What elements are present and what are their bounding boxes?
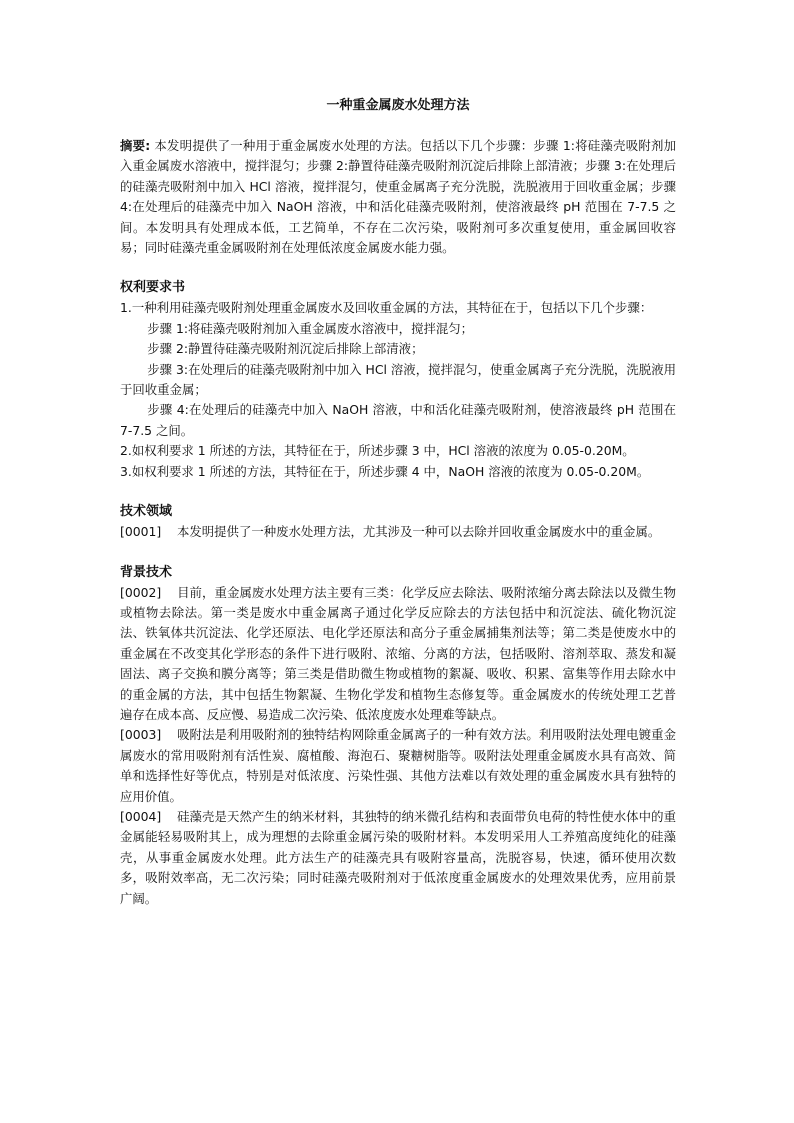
paragraph-number: [0001] [120,524,162,540]
paragraph-number: [0004] [120,808,162,824]
paragraph-text: 目前，重金属废水处理方法主要有三类：化学反应去除法、吸附浓缩分离去除法以及微生物或植物去除法。第一类是废水中重金属离子通过化学反应除去的方法包括中和沉淀法、硫化物沉淀法、铁氧体共沉淀法、化学还原法、电化学还原法和高分子重金属捕集剂法等；第二类是使废水中的重金属在不改变其化学形态的条件下进行吸附、浓缩、分离的方法，包括吸附、溶剂萃取、蒸发和凝固法、离子交换和膜分离等；第三类是借助微生物或植物的絮凝、吸收、积累、富集等作用去除水中的重金属的方法，其中包括生物絮凝、生物化学发和植物生态修复等。重金属废水的传统处理工艺普遍存在成本高、反应慢、易造成二次污染、低浓度废水处理难等缺点。 [120,584,676,722]
paragraph-0003 [120,725,676,807]
claims-section [120,278,676,482]
paragraph-text: 吸附法是利用吸附剂的独特结构网除重金属离子的一种有效方法。利用吸附法处理电镀重金属废水的常用吸附剂有活性炭、腐植酸、海泡石、聚糖树脂等。吸附法处理重金属废水具有高效、简单和选择性好等优点，特别是对低浓度、污染性强、其他方法难以有效处理的重金属废水具有独特的应用价值。 [120,727,676,804]
claim-step-3: 步骤 3:在处理后的硅藻壳吸附剂中加入 HCl 溶液，搅拌混匀，使重金属离子充分洗脱，洗脱液用于回收重金属； [120,361,676,398]
paragraph-0004 [120,807,676,909]
document-page [120,92,676,929]
technical-field-section [120,502,676,542]
claim-3: 3.如权利要求 1 所述的方法，其特征在于，所述步骤 4 中，NaOH 溶液的浓度为 0.05-0.20M。 [120,463,650,479]
background-heading: 背景技术 [120,564,173,580]
claim-step-4: 步骤 4:在处理后的硅藻壳中加入 NaOH 溶液，中和活化硅藻壳吸附剂，使溶液最终 pH 范围在 7-7.5 之间。 [120,402,676,438]
paragraph-0001 [120,522,676,542]
claim-1: 1.一种利用硅藻壳吸附剂处理重金属废水及回收重金属的方法，其特征在于，包括以下几个步骤： [120,300,653,316]
background-section [120,563,676,910]
claim-step-2: 步骤 2:静置待硅藻壳吸附剂沉淀后排除上部清液； [147,341,424,357]
abstract [120,136,676,258]
claim-step-1: 步骤 1:将硅藻壳吸附剂加入重金属废水溶液中，搅拌混匀； [147,320,474,336]
abstract-text: 本发明提供了一种用于重金属废水处理的方法。包括以下几个步骤：步骤 1:将硅藻壳吸附剂加入重金属废水溶液中，搅拌混匀；步骤 2:静置待硅藻壳吸附剂沉淀后排除上部清液；步骤 3:在处理后的硅藻壳吸附剂中加入 HCl 溶液，搅拌混匀，使重金属离子充分洗脱，洗脱液用于回收重金属；步骤 4:在处理后的硅藻壳中加入 NaOH 溶液，中和活化硅藻壳吸附剂，使溶液最终 pH 范围在 7-7.5 之间。本发明具有处理成本低，工艺简单，不存在二次污染，吸附剂可多次重复使用，重金属回收容易；同时硅藻壳重金属吸附剂在处理低浓度金属废水能力强。 [120,138,676,256]
claim-2: 2.如权利要求 1 所述的方法，其特征在于，所述步骤 3 中，HCl 溶液的浓度为 0.05-0.20M。 [120,443,635,459]
abstract-label: 摘要: [120,138,151,153]
claims-heading: 权利要求书 [120,280,186,296]
paragraph-text: 硅藻壳是天然产生的纳米材料，其独特的纳米微孔结构和表面带负电荷的特性使水体中的重金属能轻易吸附其上，成为理想的去除重金属污染的吸附材料。本发明采用人工养殖高度纯化的硅藻壳，从事重金属废水处理。此方法生产的硅藻壳具有吸附容量高，洗脱容易，快速，循环使用次数多，吸附效率高，无二次污染；同时硅藻壳吸附剂对于低浓度重金属废水的处理效果优秀，应用前景广阔。 [120,808,676,906]
paragraph-number: [0003] [120,727,162,743]
technical-field-heading: 技术领域 [120,504,173,520]
paragraph-text: 本发明提供了一种废水处理方法，尤其涉及一种可以去除并回收重金属废水中的重金属。 [177,524,661,540]
paragraph-number: [0002] [120,584,162,600]
paragraph-0002 [120,583,676,726]
document-title: 一种重金属废水处理方法 [326,98,470,113]
